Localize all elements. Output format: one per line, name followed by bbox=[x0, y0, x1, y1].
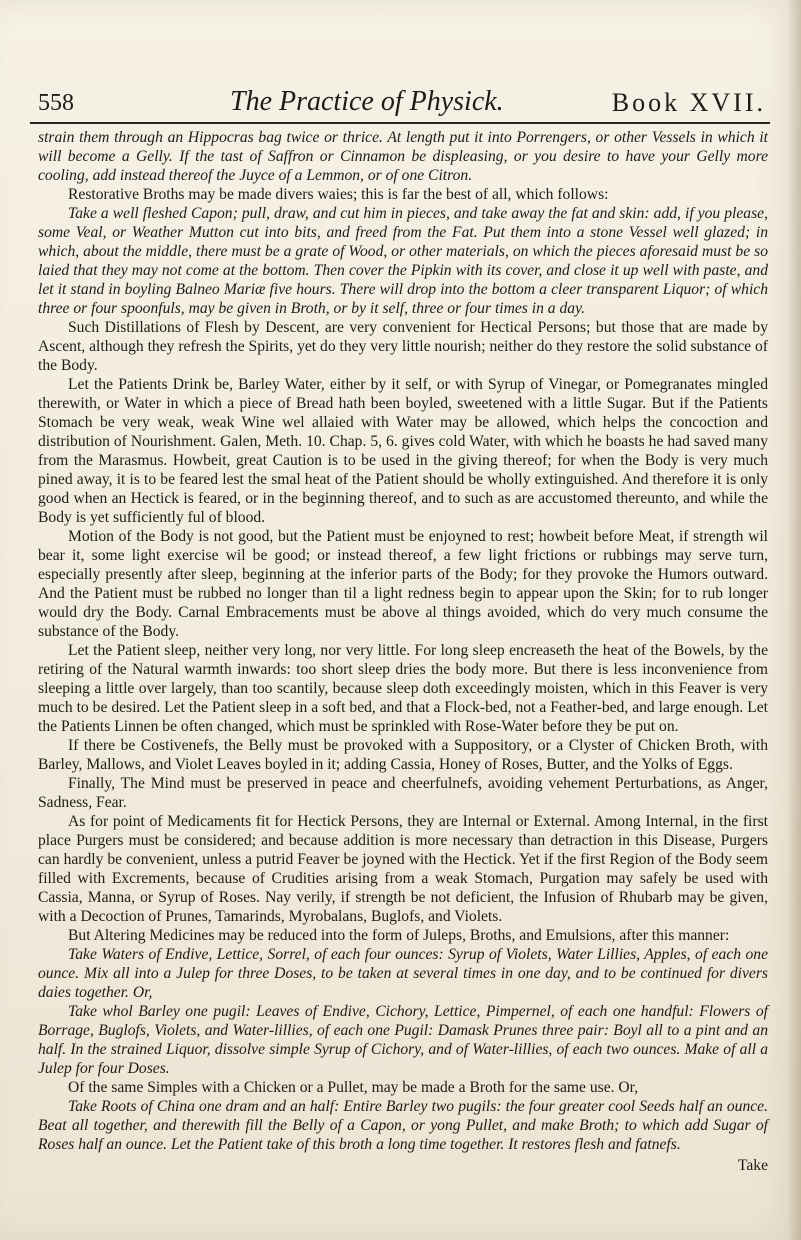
paragraph: But Altering Medicines may be reduced into the form of Juleps, Broths, and Emulsions, after this manner: bbox=[68, 927, 730, 944]
book-label: Book XVII. bbox=[611, 88, 766, 117]
page-number: 558 bbox=[38, 90, 74, 116]
paragraph: Of the same Simples with a Chicken or a Pullet, may be made a Broth for the same use. Or, bbox=[68, 1079, 639, 1096]
page-header bbox=[30, 84, 770, 124]
paragraph: Such Distillations of Flesh by Descent, are very convenient for Hectical Persons; but those that are made by Ascent, although they refresh the Spirits, yet do they very little nourish; neither do they restore the solid substance of the Body. bbox=[38, 319, 768, 374]
paragraph: Let the Patients Drink be, Barley Water, either by it self, or with Syrup of Vinegar, or Pomegranates mingled therewith, or Water in which a piece of Bread hath been boyled, sweetened with a little Sugar. But if the Patients Stomach be very weak, weak Wine wel allaied with Water may be allowed, which helps the concoction and distribution of Nourishment. Galen, Meth. 10. Chap. 5, 6. gives cold Water, with which he boasts he had saved many from the Marasmus. Howbeit, great Caution is to be used in the giving thereof; for when the Body is very much pined away, it is to be feared lest the smal heat of the Patient should be wholly extinguished. And therefore it is only good when an Hectick is feared, or in the beginning thereof, and to such as are accustomed thereunto, and while the Body is yet sufficiently ful of blood. bbox=[38, 376, 768, 526]
paragraph: Take Roots of China one dram and an half: Entire Barley two pugils: the four greater cool Seeds half an ounce. Beat all together, and therewith fill the Belly of a Capon, or yong Pullet, and make Broth; to which add Sugar of Roses half an ounce. Let the Patient take of this broth a long time together. It restores flesh and fatnefs. bbox=[38, 1098, 768, 1153]
paragraph: Take a well fleshed Capon; pull, draw, and cut him in pieces, and take away the fat and skin: add, if you please, some Veal, or Weather Mutton cut into bits, and freed from the Fat. Put them into a stone Vessel well glazed; in which, about the middle, there must be a grate of Wood, or other materials, on which the pieces aforesaid must be so laied that they may not come at the bottom. Then cover the Pipkin with its cover, and close it up well with paste, and let it stand in boyling Balneo Mariæ five hours. There will drop into the bottom a cleer transparent Liquor; of which three or four spoonfuls, may be given in Broth, or by it self, three or four times in a day. bbox=[38, 205, 768, 317]
catchword: Take bbox=[737, 1157, 768, 1174]
body-text bbox=[38, 128, 768, 1175]
paragraph: Let the Patient sleep, neither very long, nor very little. For long sleep encreaseth the heat of the Bowels, by the retiring of the Natural warmth inwards: too short sleep dries the body more. But there is less inconvenience from sleeping a little over largely, than too scantily, because sleep doth exceedingly moisten, which in this Feaver is very much to be desired. Let the Patient sleep in a soft bed, and that a Flock-bed, not a Feather-bed, and large enough. Let the Patients Linnen be often changed, which must be sprinkled with Rose-Water before they be put on. bbox=[38, 642, 768, 735]
paragraph: Finally, The Mind must be preserved in peace and cheerfulnefs, avoiding vehement Perturbations, as Anger, Sadness, Fear. bbox=[38, 775, 768, 811]
paragraph: If there be Costivenefs, the Belly must be provoked with a Suppository, or a Clyster of Chicken Broth, with Barley, Mallows, and Violet Leaves boyled in it; adding Cassia, Honey of Roses, Butter, and the Yolks of Eggs. bbox=[38, 737, 768, 773]
paragraph: Take whol Barley one pugil: Leaves of Endive, Cichory, Lettice, Pimpernel, of each one handful: Flowers of Borrage, Buglofs, Violets, and Water-lillies, of each one Pugil: Damask Prunes three pair: Boyl all to a pint and an half. In the strained Liquor, dissolve simple Syrup of Cichory, and of Water-lillies, of each two ounces. Make of all a Julep for four Doses. bbox=[38, 1003, 768, 1077]
running-title: The Practice of Physick. bbox=[230, 86, 504, 117]
paragraph: Take Waters of Endive, Lettice, Sorrel, of each four ounces: Syrup of Violets, Water Lillies, Apples, of each one ounce. Mix all into a Julep for three Doses, to be taken at several times in one day, and to be continued for divers daies together. Or, bbox=[38, 946, 768, 1001]
paragraph: strain them through an Hippocras bag twice or thrice. At length put it into Porrengers, or other Vessels in which it will become a Gelly. If the tast of Saffron or Cinnamon be displeasing, or you desire to have your Gelly more cooling, add instead thereof the Juyce of a Lemmon, or of one Citron. bbox=[38, 129, 768, 184]
paragraph: Motion of the Body is not good, but the Patient must be enjoyned to rest; howbeit before Meat, if strength wil bear it, some light exercise wil be good; or instead thereof, a few light frictions or rubbings may serve turn, especially presently after sleep, beginning at the inferior parts of the Body; for they provoke the Humors outward. And the Patient must be rubbed no longer than til a light redness begin to appear upon the Skin; for to rub longer would dry the Body. Carnal Embracements must be above al things avoided, which do very much consume the substance of the Body. bbox=[38, 528, 768, 640]
paragraph: Restorative Broths may be made divers waies; this is far the best of all, which follows: bbox=[68, 186, 609, 203]
page-edge-shadow bbox=[787, 0, 801, 1240]
paragraph: As for point of Medicaments fit for Hectick Persons, they are Internal or External. Among Internal, in the first place Purgers must be considered; and because addition is more necessary than detraction in this Disease, Purgers can hardly be convenient, unless a putrid Feaver be joyned with the Hectick. Yet if the first Region of the Body seem filled with Excrements, because of Crudities arising from a weak Stomach, Purgation may safely be used with Cassia, Manna, or Syrup of Roses. Nay verily, if strength be not deficient, the Infusion of Rhubarb may be given, with a Decoction of Prunes, Tamarinds, Myrobalans, Buglofs, and Violets. bbox=[38, 813, 768, 925]
